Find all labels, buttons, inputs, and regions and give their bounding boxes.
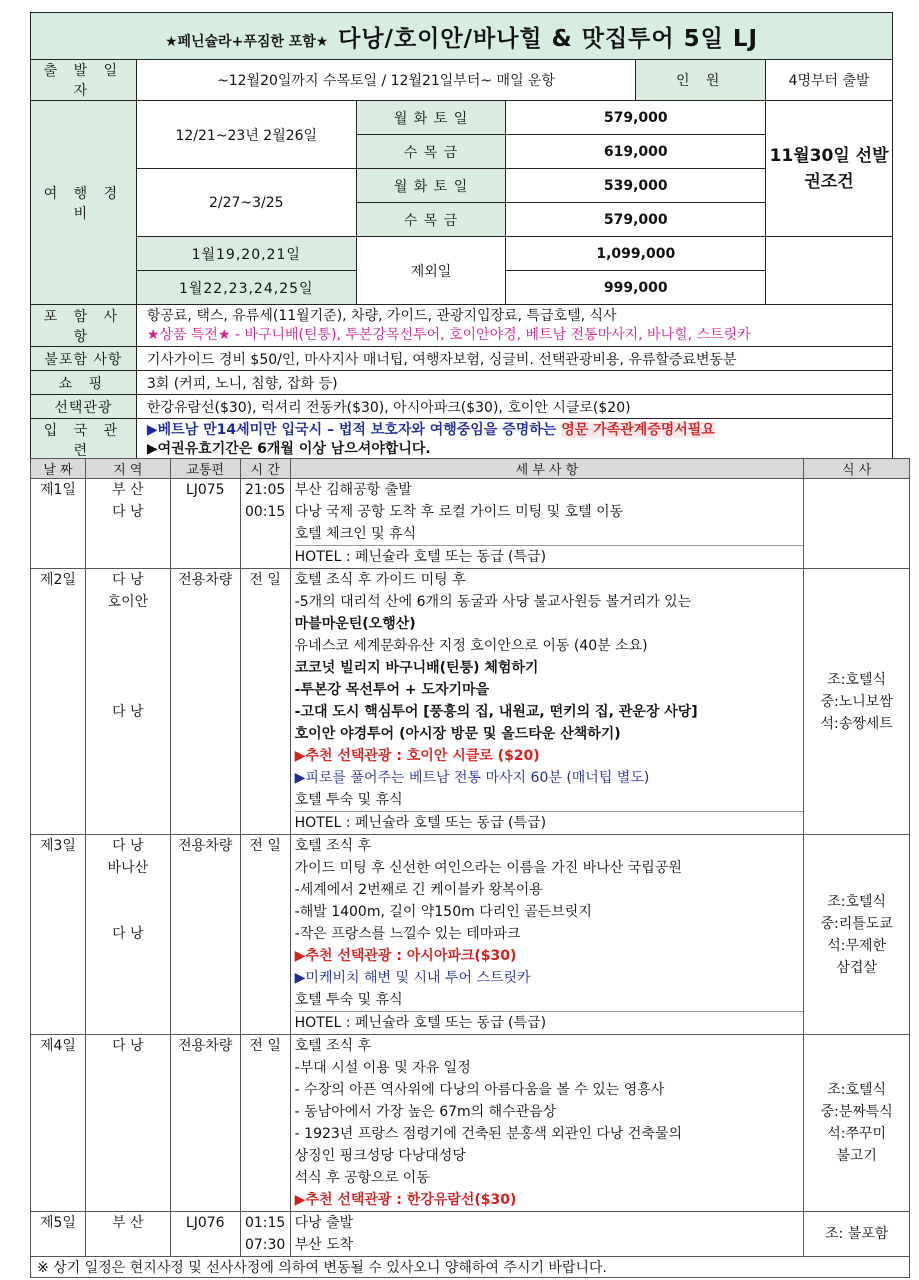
shopping-value: 3회 (커피, 노니, 침향, 잡화 등) <box>136 371 892 395</box>
entry-value: ▶베트남 만14세미만 입국시 – 법적 보호자와 여행중임을 증명하는 영문 가족관계증명서필요 ▶여권유효기간은 6개월 이상 남으셔야합니다. <box>136 419 892 461</box>
col-meal: 식 사 <box>804 459 910 479</box>
day-region: 다 낭 <box>85 1035 170 1212</box>
detail-line: -작은 프랑스를 느낄수 있는 테마파크 <box>294 926 521 942</box>
cost-period: 12/21~23년 2월26일 <box>136 101 356 169</box>
day-meal: 조:호텔식 중:리틀도쿄 석:무제한 삼겹살 <box>804 835 910 1035</box>
hotel-line: HOTEL : 페닌슐라 호텔 또는 동급 (특급) <box>295 1011 804 1034</box>
detail-line: 다낭 국제 공항 도착 후 로컬 가이드 미팅 및 호텔 이동 <box>294 504 624 520</box>
day-time: 전 일 <box>240 835 290 1035</box>
day-transport: LJ076 <box>170 1212 240 1257</box>
day-time: 전 일 <box>240 1035 290 1212</box>
cost-period: 1월22,23,24,25일 <box>136 271 356 305</box>
day-row <box>31 1035 910 1212</box>
day-time: 07:30 <box>244 1237 286 1253</box>
entry-label: 입 국 관 련 <box>31 419 137 461</box>
day-meal: 조:호텔식 중:분짜특식 석:쭈꾸미 불고기 <box>804 1035 910 1212</box>
detail-line: 호텔 조식 후 <box>294 838 372 854</box>
day-row <box>31 479 910 569</box>
detail-line: 부산 도착 <box>294 1237 354 1253</box>
optional-tour-line: ▶추천 선택관광 : 한강유람선($30) <box>294 1192 517 1208</box>
day-date: 제2일 <box>31 569 86 835</box>
day-time: 01:15 <box>244 1215 286 1231</box>
day-date: 제5일 <box>31 1212 86 1257</box>
day-region: 다 낭 <box>112 926 144 942</box>
cost-price: 1,099,000 <box>506 237 766 271</box>
cost-days: 수 목 금 <box>356 203 506 237</box>
day-transport: 전용차량 <box>170 569 240 835</box>
detail-line: 부산 김해공항 출발 <box>294 482 412 498</box>
detail-line: 호이안 야경투어 (아시장 방문 및 올드타운 산책하기) <box>294 726 621 742</box>
cost-period: 2/27~3/25 <box>136 169 356 237</box>
departure-value: ~12월20일까지 수목토일 / 12월21일부터~ 매일 운항 <box>136 60 635 101</box>
detail-line: 호텔 체크인 및 휴식 <box>294 526 417 542</box>
cost-price: 539,000 <box>506 169 766 203</box>
cost-days: 월 화 토 일 <box>356 169 506 203</box>
excluded-label: 불포함 사항 <box>31 347 137 371</box>
day-date: 제4일 <box>31 1035 86 1212</box>
detail-line: 호텔 투숙 및 휴식 <box>294 792 403 808</box>
detail-line: 다낭 출발 <box>294 1215 354 1231</box>
day-date: 제1일 <box>31 479 86 569</box>
day-date: 제3일 <box>31 835 86 1035</box>
hotel-line: HOTEL : 페닌슐라 호텔 또는 동급 (특급) <box>295 545 804 568</box>
col-region: 지 역 <box>85 459 170 479</box>
title-main: 다낭/호이안/바나힐 & 맛집투어 5일 LJ <box>338 25 759 52</box>
day-region: 다 낭 <box>112 838 144 854</box>
day-transport: LJ075 <box>170 479 240 569</box>
included-label: 포 함 사 항 <box>31 305 137 347</box>
detail-line: -부대 시설 이용 및 자유 일정 <box>294 1060 471 1076</box>
day-meal <box>804 479 910 569</box>
cost-price: 619,000 <box>506 135 766 169</box>
detail-line: ▶미케비치 해변 및 시내 투어 스트릿카 <box>294 970 531 986</box>
people-value: 4명부터 출발 <box>766 60 893 101</box>
detail-line: - 1923년 프랑스 점령기에 건축된 분홍색 외관인 다낭 건축물의 <box>294 1126 682 1142</box>
detail-line: - 동남아에서 가장 높은 67m의 해수관음상 <box>294 1104 557 1120</box>
cost-price: 579,000 <box>506 101 766 135</box>
day-time: 00:15 <box>244 504 286 520</box>
day-transport: 전용차량 <box>170 1035 240 1212</box>
cost-days: 수 목 금 <box>356 135 506 169</box>
detail-line: 석식 후 공항으로 이동 <box>294 1170 430 1186</box>
page-title <box>31 13 893 60</box>
detail-line: -투본강 목선투어 + 도자기마을 <box>294 682 490 698</box>
day-region: 부 산 <box>112 482 144 498</box>
title-promo: ★페닌슐라+푸짐한 포함★ <box>164 33 329 50</box>
cost-label: 여 행 경 비 <box>31 101 137 305</box>
included-value: 항공료, 택스, 유류세(11월기준), 차량, 가이드, 관광지입장료, 특급호텔, 식사 ★상품 특전★ - 바구니배(틴퉁), 투본강목선투어, 호이안야경, 베트남 전통마사지, 바나힐, 스트릿카 <box>136 305 892 347</box>
departure-label: 출 발 일 자 <box>31 60 137 101</box>
day-meal: 조: 불포함 <box>804 1212 910 1257</box>
summary-table <box>30 12 893 461</box>
detail-line: 마블마운틴(오행산) <box>294 616 416 632</box>
cost-price: 999,000 <box>506 271 766 305</box>
footnote: ※ 상기 일정은 현지사정 및 선사사정에 의하여 변동될 수 있사오니 양해하여 주시기 바랍니다. <box>31 1257 910 1278</box>
detail-line: -세계에서 2번째로 긴 케이블카 왕복이용 <box>294 882 543 898</box>
cost-days: 월 화 토 일 <box>356 101 506 135</box>
day-row <box>31 569 910 835</box>
day-region: 바나산 <box>107 860 149 876</box>
col-transport: 교통편 <box>170 459 240 479</box>
detail-line: -5개의 대리석 산에 6개의 동굴과 사당 불교사원등 볼거리가 있는 <box>294 594 692 610</box>
detail-line: 유네스코 세계문화유산 지정 호이안으로 이동 (40분 소요) <box>294 638 648 654</box>
col-detail: 세 부 사 항 <box>290 459 804 479</box>
col-date: 날 짜 <box>31 459 86 479</box>
day-region: 다 낭 <box>112 704 144 720</box>
hotel-line: HOTEL : 페닌슐라 호텔 또는 동급 (특급) <box>295 811 804 834</box>
day-row <box>31 835 910 1035</box>
shopping-label: 쇼 핑 <box>31 371 137 395</box>
day-region: 호이안 <box>107 594 149 610</box>
cost-price: 579,000 <box>506 203 766 237</box>
detail-line: -고대 도시 핵심투어 [풍흥의 집, 내원교, 떤키의 집, 관운장 사당] <box>294 704 698 720</box>
detail-line: 가이드 미팅 후 신선한 여인으라는 이름을 가진 바나산 국립공원 <box>294 860 682 876</box>
day-meal: 조:호텔식 중:노니보쌈 석:송짱세트 <box>804 569 910 835</box>
day-row <box>31 1212 910 1257</box>
day-time: 전 일 <box>240 569 290 835</box>
excluded-value: 기사가이드 경비 $50/인, 마사지사 매너팁, 여행자보험, 싱글비. 선택관광비용, 유류할증료변동분 <box>136 347 892 371</box>
cost-period: 1월19,20,21일 <box>136 237 356 271</box>
detail-line: 상징인 핑크성당 다낭대성당 <box>294 1148 466 1164</box>
people-label: 인 원 <box>636 60 766 101</box>
detail-line: 호텔 조식 후 <box>294 1038 372 1054</box>
day-region: 부 산 <box>85 1212 170 1257</box>
cost-condition: 11월30일 선발권조건 <box>766 101 893 237</box>
optional-label: 선택관광 <box>31 395 137 419</box>
optional-value: 한강유람선($30), 럭셔리 전동카($30), 아시아파크($30), 호이안 시클로($20) <box>136 395 892 419</box>
day-time: 21:05 <box>244 482 286 498</box>
detail-line: ▶피로를 풀어주는 베트남 전통 마사지 60분 (매너팁 별도) <box>294 770 650 786</box>
detail-line: 코코넛 빌리지 바구니배(틴퉁) 체험하기 <box>294 660 539 676</box>
detail-line: 호텔 조식 후 가이드 미팅 후 <box>294 572 466 588</box>
optional-tour-line: ▶추천 선택관광 : 아시아파크($30) <box>294 948 517 964</box>
optional-tour-line: ▶추천 선택관광 : 호이안 시클로 ($20) <box>294 748 540 764</box>
day-transport: 전용차량 <box>170 835 240 1035</box>
detail-line: 호텔 투숙 및 휴식 <box>294 992 403 1008</box>
day-region: 다 낭 <box>112 504 144 520</box>
detail-line: -해발 1400m, 길이 약150m 다리인 골든브릿지 <box>294 904 592 920</box>
col-time: 시 간 <box>240 459 290 479</box>
detail-line: - 수장의 아픈 역사위에 다낭의 아름다움을 볼 수 있는 영흥사 <box>294 1082 665 1098</box>
day-region: 다 낭 <box>112 572 144 588</box>
schedule-table <box>30 458 910 1278</box>
cost-exclude-days: 제외일 <box>356 237 506 305</box>
